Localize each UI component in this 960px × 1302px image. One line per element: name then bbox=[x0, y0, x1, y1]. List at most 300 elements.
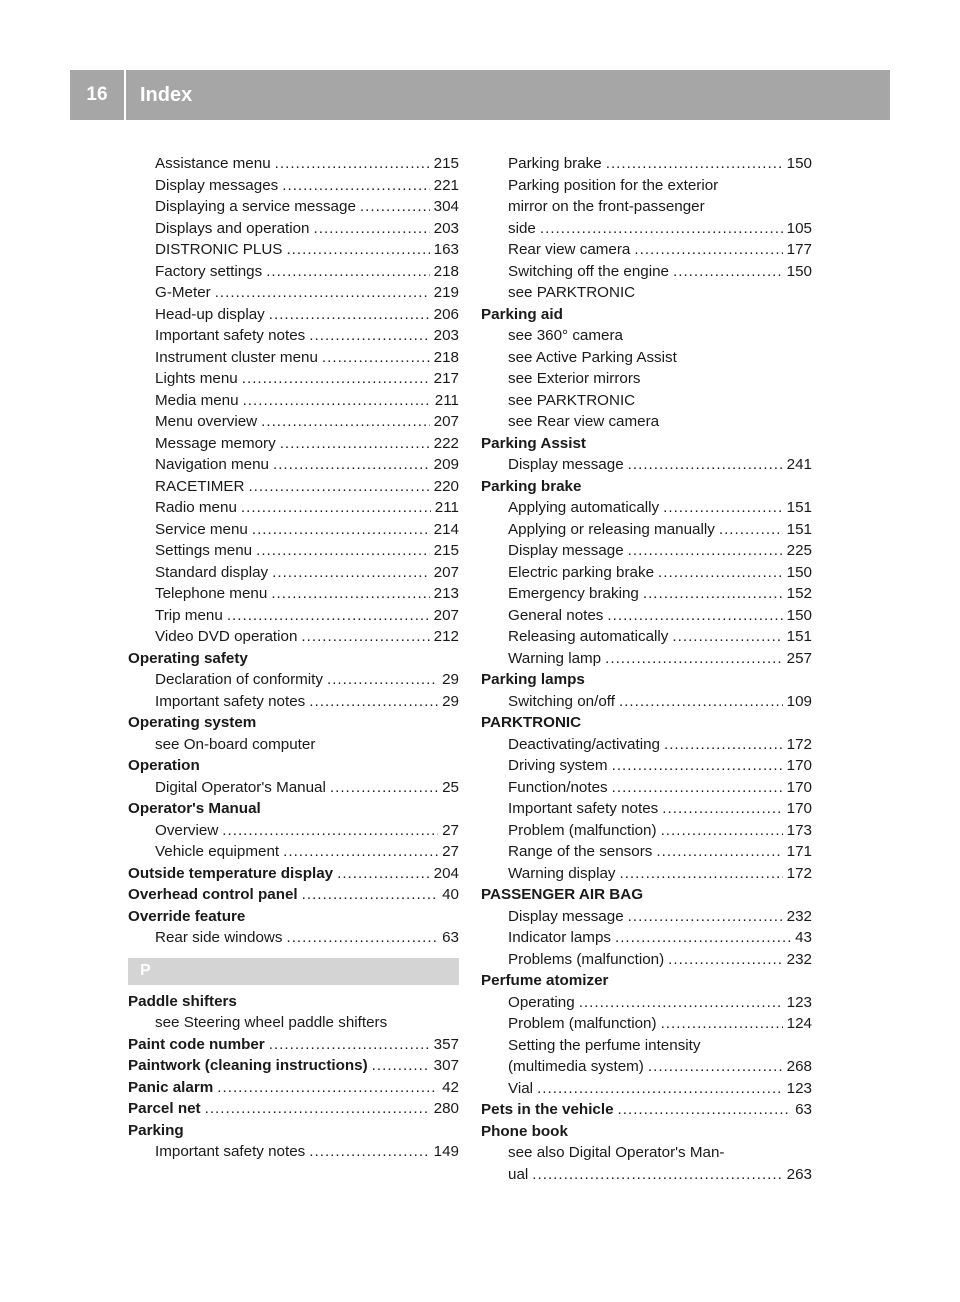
dot-leader bbox=[302, 884, 438, 906]
section-letter: P bbox=[128, 958, 459, 985]
index-subentry bbox=[481, 282, 812, 304]
dot-leader bbox=[615, 927, 791, 949]
entry-text: Message memory bbox=[155, 434, 276, 452]
index-heading bbox=[128, 755, 459, 777]
page-ref: 211 bbox=[434, 499, 459, 516]
entry-text: Parking bbox=[128, 1121, 184, 1139]
index-subentry bbox=[128, 626, 459, 648]
index-subentry bbox=[481, 927, 812, 949]
index-subentry bbox=[481, 519, 812, 541]
index-subentry bbox=[128, 540, 459, 562]
index-subentry bbox=[481, 540, 812, 562]
dot-leader bbox=[309, 325, 429, 347]
entry-text: Setting the perfume intensity bbox=[508, 1036, 701, 1054]
index-heading bbox=[128, 1120, 459, 1142]
page-ref: 123 bbox=[786, 993, 812, 1011]
index-subentry bbox=[481, 1035, 812, 1057]
entry-text: Telephone menu bbox=[155, 585, 268, 602]
entry-text: Electric parking brake bbox=[508, 563, 655, 581]
page-ref: 225 bbox=[786, 542, 812, 559]
dot-leader bbox=[663, 497, 783, 519]
page-ref: 221 bbox=[433, 176, 459, 194]
page-ref: 232 bbox=[786, 950, 812, 968]
dot-leader bbox=[537, 1078, 783, 1100]
index-subentry bbox=[128, 1141, 459, 1163]
entry-text: Operating safety bbox=[128, 649, 248, 667]
entry-text: RACETIMER bbox=[155, 477, 245, 495]
index-heading bbox=[128, 1034, 459, 1056]
dot-leader bbox=[619, 691, 783, 713]
dot-leader bbox=[272, 562, 430, 584]
index-subentry bbox=[128, 261, 459, 283]
index-subentry bbox=[481, 347, 812, 369]
entry-text: Pets in the vehicle bbox=[481, 1101, 614, 1118]
index-subentry bbox=[481, 368, 812, 390]
entry-text: Applying or releasing manually bbox=[508, 520, 715, 538]
dot-leader bbox=[719, 519, 783, 541]
page-ref: 212 bbox=[433, 628, 459, 645]
page-ref: 163 bbox=[433, 241, 459, 258]
index-subentry bbox=[481, 1056, 812, 1078]
page-ref: 151 bbox=[786, 628, 812, 645]
entry-text: see Active Parking Assist bbox=[508, 348, 677, 366]
page-ref: 27 bbox=[442, 821, 459, 839]
entry-text: Problems (malfunction) bbox=[508, 950, 665, 968]
entry-text: Parking position for the exterior bbox=[508, 176, 719, 194]
dot-leader bbox=[282, 175, 429, 197]
dot-leader bbox=[252, 519, 430, 541]
entry-text: Parking aid bbox=[481, 305, 563, 323]
entry-text: Switching off the engine bbox=[508, 262, 669, 280]
dot-leader bbox=[215, 282, 430, 304]
entry-text: DISTRONIC PLUS bbox=[155, 241, 283, 258]
dot-leader bbox=[283, 841, 438, 863]
index-heading bbox=[128, 884, 459, 906]
page-ref: 171 bbox=[786, 843, 812, 860]
dot-leader bbox=[628, 540, 783, 562]
page-ref: 263 bbox=[786, 1165, 812, 1183]
entry-text: Factory settings bbox=[155, 262, 263, 280]
dot-leader bbox=[327, 669, 438, 691]
page-ref: 232 bbox=[786, 907, 812, 925]
page-ref: 268 bbox=[786, 1058, 812, 1075]
page-ref: 150 bbox=[786, 262, 812, 280]
index-heading bbox=[128, 863, 459, 885]
index-subentry bbox=[128, 777, 459, 799]
entry-text: Video DVD operation bbox=[155, 628, 298, 645]
page-ref: 25 bbox=[442, 778, 459, 796]
entry-text: Switching on/off bbox=[508, 692, 615, 710]
entry-text: Displaying a service message bbox=[155, 198, 356, 215]
page-ref: 307 bbox=[433, 1057, 459, 1074]
index-heading bbox=[481, 970, 812, 992]
index-heading bbox=[481, 669, 812, 691]
index-subentry bbox=[128, 669, 459, 691]
page-ref: 218 bbox=[433, 348, 459, 366]
index-heading bbox=[481, 884, 812, 906]
dot-leader bbox=[656, 841, 782, 863]
entry-text: Display message bbox=[508, 907, 624, 925]
dot-leader bbox=[619, 863, 782, 885]
page-ref: 222 bbox=[433, 434, 459, 452]
entry-text: Service menu bbox=[155, 520, 248, 538]
page-title: Index bbox=[140, 83, 193, 106]
dot-leader bbox=[360, 196, 430, 218]
dot-leader bbox=[648, 1056, 783, 1078]
index-subentry bbox=[481, 497, 812, 519]
entry-text: Important safety notes bbox=[155, 692, 306, 710]
index-heading bbox=[128, 991, 459, 1013]
page-ref: 217 bbox=[433, 370, 459, 387]
index-subentry bbox=[481, 562, 812, 584]
dot-leader bbox=[322, 347, 430, 369]
dot-leader bbox=[309, 691, 438, 713]
index-heading bbox=[481, 433, 812, 455]
entry-text: Vehicle equipment bbox=[155, 843, 280, 860]
index-subentry bbox=[481, 755, 812, 777]
entry-text: ual bbox=[508, 1165, 529, 1183]
page-ref: 177 bbox=[786, 241, 812, 258]
entry-text: Lights menu bbox=[155, 370, 238, 387]
page-header bbox=[70, 70, 890, 120]
page-ref: 63 bbox=[795, 1101, 812, 1118]
dot-leader bbox=[286, 927, 438, 949]
entry-text: Settings menu bbox=[155, 542, 253, 559]
page-ref: 203 bbox=[433, 327, 459, 344]
dot-leader bbox=[661, 1013, 783, 1035]
dot-leader bbox=[607, 605, 782, 627]
index-subentry bbox=[481, 992, 812, 1014]
index-heading bbox=[481, 476, 812, 498]
entry-text: Head-up display bbox=[155, 305, 265, 323]
dot-leader bbox=[628, 906, 783, 928]
dot-leader bbox=[668, 949, 783, 971]
index-subentry bbox=[128, 433, 459, 455]
dot-leader bbox=[612, 777, 783, 799]
index-subentry bbox=[481, 605, 812, 627]
page-ref: 172 bbox=[786, 864, 812, 882]
entry-text: Problem (malfunction) bbox=[508, 821, 657, 839]
index-subentry bbox=[128, 239, 459, 261]
dot-leader bbox=[673, 261, 783, 283]
dot-leader bbox=[672, 626, 782, 648]
entry-text: see PARKTRONIC bbox=[508, 391, 636, 409]
entry-text: see Steering wheel paddle shifters bbox=[155, 1014, 388, 1031]
page-ref: 280 bbox=[433, 1100, 459, 1117]
page-ref: 257 bbox=[786, 649, 812, 667]
page-ref: 206 bbox=[433, 305, 459, 323]
entry-text: Vial bbox=[508, 1079, 534, 1097]
index-subentry bbox=[128, 175, 459, 197]
entry-text: Assistance menu bbox=[155, 155, 271, 172]
index-subentry bbox=[128, 196, 459, 218]
page-ref: 43 bbox=[795, 929, 812, 946]
dot-leader bbox=[628, 454, 783, 476]
dot-leader bbox=[314, 218, 430, 240]
entry-text: General notes bbox=[508, 606, 604, 624]
dot-leader bbox=[658, 562, 783, 584]
page-ref: 215 bbox=[433, 542, 459, 559]
page-ref: 215 bbox=[433, 155, 459, 172]
index-subentry bbox=[128, 605, 459, 627]
entry-text: Phone book bbox=[481, 1122, 568, 1140]
index-heading bbox=[128, 712, 459, 734]
entry-text: see PARKTRONIC bbox=[508, 284, 636, 301]
dot-leader bbox=[280, 433, 430, 455]
index-heading bbox=[128, 1055, 459, 1077]
dot-leader bbox=[309, 1141, 429, 1163]
page-ref: 170 bbox=[786, 757, 812, 774]
entry-text: Parking brake bbox=[508, 155, 602, 172]
dot-leader bbox=[301, 626, 429, 648]
index-subentry bbox=[128, 454, 459, 476]
page-ref: 151 bbox=[786, 499, 812, 516]
index-subentry bbox=[128, 1012, 459, 1034]
index-subentry bbox=[128, 562, 459, 584]
dot-leader bbox=[273, 454, 430, 476]
page-ref: 150 bbox=[786, 563, 812, 581]
entry-text: Parking lamps bbox=[481, 671, 585, 688]
index-subentry bbox=[128, 153, 459, 175]
page-ref: 211 bbox=[434, 391, 459, 409]
page-ref: 203 bbox=[433, 219, 459, 237]
entry-text: see Exterior mirrors bbox=[508, 370, 641, 387]
page-ref: 209 bbox=[433, 456, 459, 473]
entry-text: Indicator lamps bbox=[508, 929, 611, 946]
index-subentry bbox=[481, 325, 812, 347]
entry-text: Important safety notes bbox=[155, 327, 306, 344]
entry-text: Operation bbox=[128, 757, 200, 774]
index-subentry bbox=[128, 368, 459, 390]
entry-text: (multimedia system) bbox=[508, 1058, 644, 1075]
entry-text: Digital Operator's Manual bbox=[155, 778, 326, 796]
page-ref: 29 bbox=[442, 671, 459, 688]
page-ref: 241 bbox=[786, 456, 812, 473]
entry-text: mirror on the front-passenger bbox=[508, 198, 705, 215]
index-subentry bbox=[128, 390, 459, 412]
page-ref: 207 bbox=[433, 413, 459, 430]
index-column-left bbox=[128, 153, 459, 1163]
page-ref: 218 bbox=[433, 262, 459, 280]
entry-text: Parking brake bbox=[481, 477, 582, 495]
index-subentry bbox=[481, 777, 812, 799]
entry-text: Perfume atomizer bbox=[481, 972, 609, 989]
entry-text: Applying automatically bbox=[508, 499, 660, 516]
dot-leader bbox=[256, 540, 430, 562]
index-subentry bbox=[481, 820, 812, 842]
dot-leader bbox=[248, 476, 429, 498]
entry-text: Emergency braking bbox=[508, 585, 639, 602]
index-subentry bbox=[481, 906, 812, 928]
dot-leader bbox=[269, 1034, 430, 1056]
dot-leader bbox=[241, 497, 431, 519]
entry-text: Paint code number bbox=[128, 1035, 265, 1053]
index-subentry bbox=[481, 153, 812, 175]
entry-text: Radio menu bbox=[155, 499, 237, 516]
index-heading bbox=[481, 712, 812, 734]
dot-leader bbox=[269, 304, 430, 326]
index-subentry bbox=[128, 820, 459, 842]
dot-leader bbox=[275, 153, 430, 175]
dot-leader bbox=[372, 1055, 430, 1077]
entry-text: Declaration of conformity bbox=[155, 671, 323, 688]
dot-leader bbox=[222, 820, 438, 842]
entry-text: Displays and operation bbox=[155, 219, 310, 237]
entry-text: Important safety notes bbox=[155, 1143, 306, 1160]
page-ref: 214 bbox=[433, 520, 459, 538]
index-column-right bbox=[481, 153, 812, 1185]
entry-text: Parcel net bbox=[128, 1100, 201, 1117]
index-heading bbox=[481, 1121, 812, 1143]
dot-leader bbox=[217, 1077, 438, 1099]
index-heading bbox=[128, 798, 459, 820]
index-heading bbox=[128, 906, 459, 928]
page-ref: 152 bbox=[786, 585, 812, 602]
index-subentry bbox=[481, 583, 812, 605]
index-heading bbox=[128, 1098, 459, 1120]
entry-text: Display message bbox=[508, 456, 624, 473]
entry-text: G-Meter bbox=[155, 284, 211, 301]
index-subentry bbox=[481, 196, 812, 218]
index-subentry bbox=[128, 519, 459, 541]
entry-text: Deactivating/activating bbox=[508, 735, 660, 753]
index-subentry bbox=[481, 949, 812, 971]
page-ref: 172 bbox=[786, 735, 812, 753]
index-subentry bbox=[481, 691, 812, 713]
index-subentry bbox=[481, 1164, 812, 1186]
entry-text: Warning lamp bbox=[508, 649, 602, 667]
entry-text: Overhead control panel bbox=[128, 886, 298, 903]
entry-text: Operator's Manual bbox=[128, 800, 261, 817]
dot-leader bbox=[612, 755, 783, 777]
page-ref: 151 bbox=[786, 520, 812, 538]
dot-leader bbox=[286, 239, 429, 261]
dot-leader bbox=[337, 863, 430, 885]
entry-text: see On-board computer bbox=[155, 735, 316, 753]
entry-text: Media menu bbox=[155, 391, 239, 409]
entry-text: Problem (malfunction) bbox=[508, 1015, 657, 1032]
entry-text: Trip menu bbox=[155, 606, 223, 624]
page-ref: 105 bbox=[786, 219, 812, 237]
entry-text: Panic alarm bbox=[128, 1078, 214, 1096]
page-ref: 27 bbox=[442, 843, 459, 860]
index-subentry bbox=[481, 1078, 812, 1100]
index-subentry bbox=[481, 218, 812, 240]
entry-text: Navigation menu bbox=[155, 456, 269, 473]
page-ref: 170 bbox=[786, 778, 812, 796]
dot-leader bbox=[634, 239, 782, 261]
index-subentry bbox=[481, 626, 812, 648]
dot-leader bbox=[579, 992, 783, 1014]
page-ref: 220 bbox=[433, 477, 459, 495]
entry-text: Paintwork (cleaning instructions) bbox=[128, 1057, 368, 1074]
index-subentry bbox=[128, 347, 459, 369]
index-subentry bbox=[481, 1013, 812, 1035]
index-subentry bbox=[481, 239, 812, 261]
dot-leader bbox=[661, 820, 783, 842]
index-heading bbox=[128, 1077, 459, 1099]
dot-leader bbox=[243, 390, 431, 412]
entry-text: see also Digital Operator's Man- bbox=[508, 1144, 725, 1161]
index-subentry bbox=[128, 734, 459, 756]
index-subentry bbox=[128, 218, 459, 240]
index-subentry bbox=[128, 691, 459, 713]
index-subentry bbox=[481, 390, 812, 412]
entry-text: Rear view camera bbox=[508, 241, 631, 258]
entry-text: see 360° camera bbox=[508, 327, 623, 344]
dot-leader bbox=[532, 1164, 782, 1186]
index-subentry bbox=[128, 497, 459, 519]
dot-leader bbox=[605, 648, 783, 670]
index-subentry bbox=[128, 282, 459, 304]
index-subentry bbox=[128, 583, 459, 605]
dot-leader bbox=[540, 218, 783, 240]
entry-text: Operating system bbox=[128, 714, 257, 731]
page-ref: 109 bbox=[786, 692, 812, 710]
page-ref: 207 bbox=[433, 606, 459, 624]
dot-leader bbox=[261, 411, 430, 433]
entry-text: Parking Assist bbox=[481, 434, 586, 452]
page-ref: 304 bbox=[433, 198, 459, 215]
entry-text: see Rear view camera bbox=[508, 413, 660, 430]
entry-text: Rear side windows bbox=[155, 929, 283, 946]
page-ref: 357 bbox=[433, 1035, 459, 1053]
index-subentry bbox=[481, 261, 812, 283]
entry-text: Display message bbox=[508, 542, 624, 559]
page-ref: 123 bbox=[786, 1079, 812, 1097]
index-subentry bbox=[481, 734, 812, 756]
index-subentry bbox=[128, 841, 459, 863]
dot-leader bbox=[242, 368, 430, 390]
index-subentry bbox=[481, 798, 812, 820]
index-heading bbox=[481, 1099, 812, 1121]
entry-text: Overview bbox=[155, 821, 219, 839]
page-ref: 29 bbox=[442, 692, 459, 710]
index-heading bbox=[481, 304, 812, 326]
page-ref: 150 bbox=[786, 155, 812, 172]
page-ref: 40 bbox=[442, 886, 459, 903]
page-ref: 207 bbox=[433, 563, 459, 581]
page-ref: 150 bbox=[786, 606, 812, 624]
entry-text: Paddle shifters bbox=[128, 992, 237, 1010]
entry-text: Important safety notes bbox=[508, 800, 659, 817]
dot-leader bbox=[664, 734, 783, 756]
index-subentry bbox=[481, 175, 812, 197]
dot-leader bbox=[643, 583, 783, 605]
entry-text: Range of the sensors bbox=[508, 843, 653, 860]
dot-leader bbox=[227, 605, 430, 627]
entry-text: Override feature bbox=[128, 907, 246, 925]
entry-text: Outside temperature display bbox=[128, 864, 334, 882]
entry-text: Function/notes bbox=[508, 778, 608, 796]
entry-text: Driving system bbox=[508, 757, 608, 774]
entry-text: Instrument cluster menu bbox=[155, 348, 318, 366]
index-subentry bbox=[481, 454, 812, 476]
entry-text: Menu overview bbox=[155, 413, 258, 430]
page-ref: 63 bbox=[442, 929, 459, 946]
dot-leader bbox=[205, 1098, 430, 1120]
dot-leader bbox=[618, 1099, 792, 1121]
index-subentry bbox=[481, 1142, 812, 1164]
entry-text: PASSENGER AIR BAG bbox=[481, 886, 644, 903]
page-number: 16 bbox=[70, 70, 126, 120]
index-subentry bbox=[128, 476, 459, 498]
index-subentry bbox=[128, 325, 459, 347]
index-heading bbox=[128, 648, 459, 670]
page-ref: 42 bbox=[442, 1078, 459, 1096]
entry-text: Warning display bbox=[508, 864, 616, 882]
page-ref: 213 bbox=[433, 585, 459, 602]
